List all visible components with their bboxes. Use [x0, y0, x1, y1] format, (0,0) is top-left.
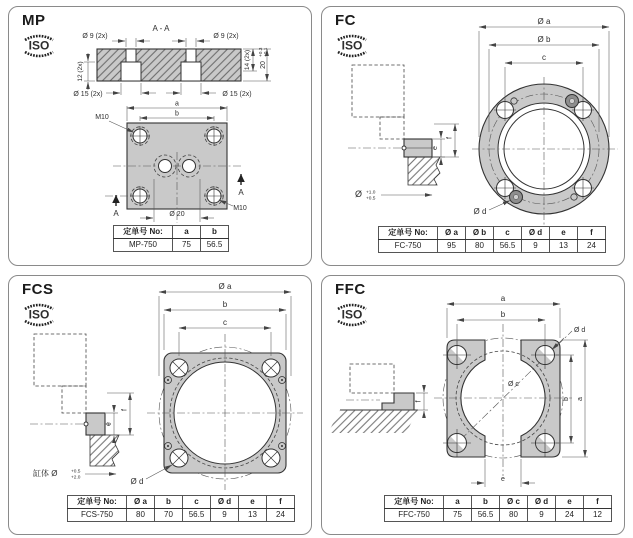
- mp-dia15-right-label: Ø 15 (2x): [222, 91, 252, 98]
- col-a-header: a: [173, 226, 201, 239]
- fc-bore-tol-lower: +0.5: [366, 196, 376, 202]
- mp-section-arrow-left: [113, 195, 119, 218]
- fcs-wall-hatch: [90, 435, 119, 466]
- ffc-side-view: [328, 364, 428, 433]
- panel-ffc-title: FFC: [335, 281, 366, 298]
- table-row: [114, 239, 229, 252]
- fc-dim-e-label: e: [432, 146, 439, 150]
- fcs-dia-d-label: Ø d: [130, 477, 144, 486]
- ffc-cylinder-outline: [350, 364, 394, 393]
- mp-thickness-value: 20: [260, 61, 267, 69]
- mp-counterbore-left: [121, 62, 141, 81]
- iso-logo-text: ISO: [28, 38, 50, 53]
- ffc-front-view: [434, 294, 588, 487]
- ffc-a-right-label: a: [577, 397, 584, 401]
- mp-through-hole-right: [186, 49, 196, 62]
- fcs-front-view: [131, 282, 303, 490]
- mp-plate-hatch: [97, 49, 241, 81]
- mp-thread-top-label: M10: [95, 114, 109, 121]
- fc-side-view: [348, 65, 459, 202]
- ffc-dim-f: [416, 385, 429, 418]
- panel-mp: [8, 6, 312, 266]
- mp-plan-view: [95, 101, 247, 224]
- mp-thread-bottom-label: M10: [233, 205, 247, 212]
- ffc-a-top-label: a: [500, 294, 506, 303]
- fc-dia-d-leader: [489, 201, 510, 211]
- mp-section-label: A - A: [152, 24, 170, 33]
- fcs-b-label: b: [222, 300, 228, 309]
- fcs-bore-note-text: 缸体 Ø: [33, 469, 58, 478]
- mp-section-arrow-right: [238, 174, 244, 197]
- panel-ffc: [321, 275, 625, 535]
- order-no-cell: FC-750: [379, 240, 438, 253]
- mp-depth12-label: 12 (2x): [77, 61, 84, 82]
- table-row: FCS-750 80 70 56.5 9 13 24: [68, 509, 295, 522]
- fcs-bore-tolerance-note: [33, 468, 116, 481]
- order-no-header: 定单号 No:: [68, 496, 127, 509]
- iso-logo-bottom-arc: [25, 52, 53, 56]
- iso-logo-bottom-arc: [338, 321, 366, 325]
- fcs-bore-tol-upper: +0.5: [71, 469, 81, 475]
- fcs-dia-a-label: Ø a: [218, 282, 232, 291]
- order-no-cell: FFC-750: [385, 509, 444, 522]
- ffc-dia-c-label: Ø c: [508, 381, 519, 388]
- mp-dim-b-label: b: [175, 110, 179, 118]
- ffc-b-right-label: b: [563, 397, 570, 401]
- mp-dia9-left-label: Ø 9 (2x): [82, 33, 108, 40]
- mp-depth14-label: 14 (2x): [244, 49, 251, 71]
- fc-dim-f: [434, 124, 459, 157]
- fc-cylinder-outline: [352, 65, 404, 117]
- table-row: FFC-750 75 56.5 80 9 24 12: [385, 509, 612, 522]
- mp-section-view: [73, 24, 271, 98]
- iso-logo: [20, 301, 58, 329]
- panel-fcs: [8, 275, 312, 535]
- fcs-bore-tol-lower: +2.0: [71, 475, 81, 481]
- fc-spec-table: 定单号 No: Ø a Ø b c Ø d e f FC-750 95 80 56.5 9 13 24: [378, 226, 606, 253]
- ffc-b-top-label: b: [500, 310, 506, 319]
- order-no-cell: FCS-750: [68, 509, 127, 522]
- fcs-dim-f-label: f: [121, 409, 129, 411]
- fc-bore-tol-upper: +1.0: [366, 190, 376, 196]
- fcs-flange-section: [86, 413, 105, 435]
- fc-dia-d-label: Ø d: [473, 207, 487, 216]
- mp-through-hole-left: [126, 49, 136, 62]
- value-b: 56.5: [201, 239, 229, 252]
- panel-fcs-title: FCS: [22, 281, 54, 298]
- svg-text:A: A: [113, 209, 119, 218]
- mp-dim-depth12: [77, 53, 95, 90]
- fcs-dim-e-label: e: [105, 422, 113, 426]
- fc-dim-f-label: f: [446, 137, 454, 139]
- ffc-e-label: e: [501, 476, 505, 483]
- fcs-pivot-dot: [84, 422, 88, 426]
- fc-front-view: [472, 17, 618, 225]
- mp-dia20-label: Ø 20: [169, 211, 185, 218]
- fc-dia-b-label: Ø b: [537, 35, 551, 44]
- mp-thickness-tol-upper: +0.3: [259, 47, 265, 57]
- col-b-header: b: [201, 226, 229, 239]
- order-no-header: 定单号 No:: [385, 496, 444, 509]
- iso-logo: [333, 301, 371, 329]
- fcs-dim-f: [107, 393, 134, 435]
- fcs-side-view: [30, 334, 134, 481]
- order-no-header: 定单号 No:: [114, 226, 173, 239]
- mp-dim-dia15: [73, 83, 251, 98]
- fc-c-label: c: [542, 53, 546, 62]
- fcs-c-label: c: [223, 318, 227, 327]
- fc-bore-dia-symbol: Ø: [355, 189, 363, 199]
- iso-logo-bottom-arc: [25, 321, 53, 325]
- value-a: 75: [173, 239, 201, 252]
- iso-logo-text: ISO: [341, 38, 363, 53]
- mp-dia15-left-label: Ø 15 (2x): [73, 91, 103, 98]
- panel-fc: [321, 6, 625, 266]
- ffc-spec-table: 定单号 No: a b Ø c Ø d e f FFC-750 75 56.5 80 9 24 12: [384, 495, 612, 522]
- fcs-spec-table: 定单号 No: Ø a b c Ø d e f FCS-750 80 70 56.5 9 13 24: [67, 495, 295, 522]
- order-no-header: 定单号 No:: [379, 227, 438, 240]
- iso-logo: [333, 32, 371, 60]
- mp-dim-a-label: a: [175, 100, 179, 108]
- svg-text:A: A: [238, 188, 244, 197]
- fcs-cylinder-outline: [34, 334, 86, 386]
- ffc-ground-hatch: [328, 410, 418, 433]
- ffc-dia-d-label: Ø d: [574, 327, 586, 334]
- mp-dim-thickness20: [258, 47, 269, 81]
- iso-logo-bottom-arc: [338, 52, 366, 56]
- mp-spec-table: [113, 225, 229, 252]
- iso-logo: [20, 32, 58, 60]
- mp-counterbore-right: [181, 62, 201, 81]
- fc-pivot-dot: [402, 146, 406, 150]
- iso-logo-text: ISO: [341, 307, 363, 322]
- fc-wall-hatch: [408, 157, 440, 185]
- panel-mp-title: MP: [22, 12, 46, 29]
- mp-dim-dia9: [82, 33, 238, 47]
- mp-thickness-tol-lower: +0.1: [264, 47, 269, 57]
- fc-bore-tolerance-note: [355, 189, 432, 202]
- ffc-dim-b-top: [457, 310, 545, 342]
- ffc-dim-f-label: f: [415, 400, 423, 403]
- order-no-cell: MP-750: [114, 239, 173, 252]
- panel-fc-title: FC: [335, 12, 356, 29]
- ffc-clamp-section: [382, 393, 414, 410]
- mp-dia9-right-label: Ø 9 (2x): [213, 33, 239, 40]
- fc-dia-a-label: Ø a: [537, 17, 551, 26]
- table-row: FC-750 95 80 56.5 9 13 24: [379, 240, 606, 253]
- iso-logo-text: ISO: [28, 307, 50, 322]
